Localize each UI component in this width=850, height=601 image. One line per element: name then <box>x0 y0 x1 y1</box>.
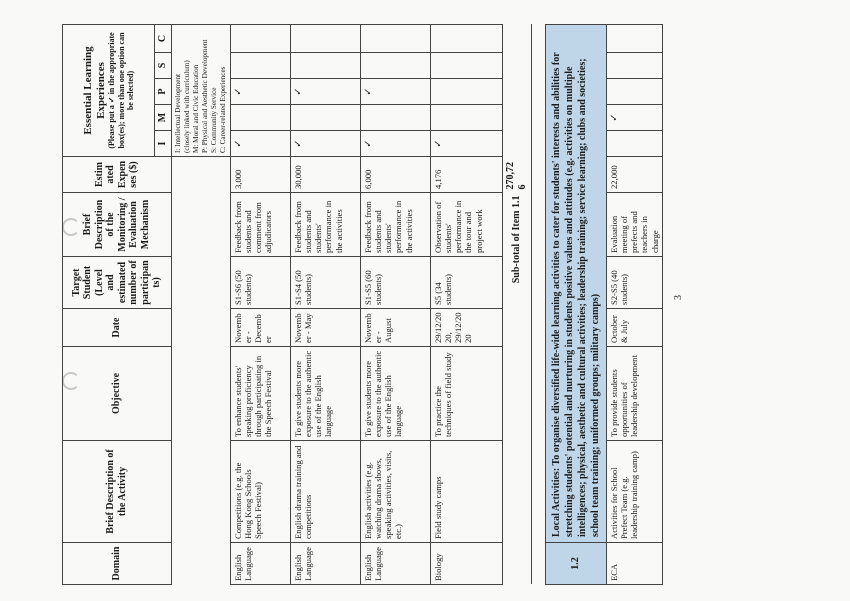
subtotal-row <box>502 25 531 585</box>
cell-evaluation: Feedback from students and students' performance in the activities <box>360 193 430 257</box>
section-number: 1.2 <box>545 543 606 585</box>
cell-objective: To practice the techniques of field study <box>430 347 502 441</box>
code-c: C <box>155 25 172 53</box>
cell-expenses: 30,000 <box>290 157 360 193</box>
tick-m <box>290 105 360 131</box>
code-p: P <box>155 79 172 105</box>
legend-line: S: Community Service <box>209 87 218 153</box>
cell-activity: English activities (e.g. watching drama shows, speaking activities, visits, etc.) <box>360 441 430 543</box>
cell-date: October & July <box>606 309 663 347</box>
header-date: Date <box>63 309 172 347</box>
cell-domain: ECA <box>606 543 663 585</box>
tick-c <box>290 25 360 53</box>
cell-target: S2-S5 (40 students) <box>606 257 663 309</box>
subtotal-label: Sub-total of Item 1.1 <box>510 195 522 284</box>
subtotal-spacer <box>502 25 531 157</box>
cell-objective: To provide students opportunities of leadership development <box>606 347 663 441</box>
header-activity: Brief Description of the Activity <box>63 441 172 543</box>
cell-date: November - December <box>230 309 290 347</box>
cell-target: S1-S4 (50 students) <box>290 257 360 309</box>
tick-c <box>606 25 663 53</box>
cell-target: S1-S6 (50 students) <box>230 257 290 309</box>
cell-domain: English Language <box>360 543 430 585</box>
subtotal-value: 270,726 <box>504 162 528 190</box>
tick-i: ✓ <box>230 131 290 157</box>
cell-target: S5 (34 students) <box>430 257 502 309</box>
tick-p <box>606 79 663 105</box>
cell-date: 29/12/2020, 29/12/2020 <box>430 309 502 347</box>
cell-domain: Biology <box>430 543 502 585</box>
cell-target: S1-S5 (60 students) <box>360 257 430 309</box>
legend-line: C: Career-related Experiences <box>218 66 227 153</box>
tick-p: ✓ <box>360 79 430 105</box>
cell-expenses: 3,000 <box>230 157 290 193</box>
header-target: Target Student (Level and estimated number of participants) <box>63 257 172 309</box>
tick-p: ✓ <box>230 79 290 105</box>
tick-i: ✓ <box>360 131 430 157</box>
legend-spacer <box>171 157 230 585</box>
cell-evaluation: Observation of students' performance in the tour and project work <box>430 193 502 257</box>
cell-evaluation: Feedback from students and students' performance in the activities <box>290 193 360 257</box>
activity-table <box>62 24 663 585</box>
cell-evaluation: Evaluation meeting of prefects and teachers in charge <box>606 193 663 257</box>
cell-date: November - August <box>360 309 430 347</box>
header-essential <box>63 25 155 157</box>
cell-activity: Activities for School Prefect Team (e.g. leadership training camp) <box>606 441 663 543</box>
table-row <box>606 25 663 585</box>
tick-i: ✓ <box>290 131 360 157</box>
cell-expenses: 22,000 <box>606 157 663 193</box>
tick-m: ✓ <box>606 105 663 131</box>
cell-domain: English Language <box>230 543 290 585</box>
tick-m <box>360 105 430 131</box>
spacer-cell <box>531 25 545 585</box>
cell-activity: English drama training and competitions <box>290 441 360 543</box>
tick-c <box>230 25 290 53</box>
header-evaluation: Brief Description of the Monitoring / Evaluation Mechanism <box>63 193 172 257</box>
header-domain: Domain <box>63 543 172 585</box>
header-expenses: Estimated Expenses ($) <box>63 157 172 193</box>
tick-i <box>606 131 663 157</box>
header-objective: Objective <box>63 347 172 441</box>
legend-row <box>171 25 230 585</box>
cell-date: November - May <box>290 309 360 347</box>
cell-domain: English Language <box>290 543 360 585</box>
tick-p <box>430 79 502 105</box>
cell-activity: Competitions (e.g. the Hong Kong Schools Speech Festival) <box>230 441 290 543</box>
tick-s <box>430 53 502 79</box>
section-description: Local Activities: To organise diversified life-wide learning activities to cater for students' interests and abilities for stretching students' potential and nurturing in students positive values and attitudes (e.g. activities on multiple intelligences; physical, aesthetic and cultural activities; leadership training; service learning; clubs and societies; school team training; uniformed groups; military camps) <box>545 25 606 543</box>
tick-p: ✓ <box>290 79 360 105</box>
legend-line: I: Intellectual Development <box>173 73 182 153</box>
page-number: 3 <box>673 295 684 300</box>
tick-s <box>360 53 430 79</box>
table-row <box>360 25 430 585</box>
table-row <box>230 25 290 585</box>
code-i: I <box>155 131 172 157</box>
cell-objective: To give students more exposure to the authentic use of the English language <box>360 347 430 441</box>
cell-expenses: 4,176 <box>430 157 502 193</box>
cell-objective: To give students more exposure to the authentic use of the English language <box>290 347 360 441</box>
legend-cell <box>171 25 230 157</box>
essential-note: (Please put a ✓ in the appropriate box(es); more than one option can be selected) <box>107 32 135 149</box>
tick-i: ✓ <box>430 131 502 157</box>
spacer-row <box>531 25 545 585</box>
tick-c <box>360 25 430 53</box>
tick-s <box>606 53 663 79</box>
legend-line: M: Moral and Civic Education <box>191 64 200 153</box>
table-row <box>430 25 502 585</box>
cell-objective: To enhance students' speaking proficiency through participating in the Speech Festival <box>230 347 290 441</box>
essential-title: Essential Learning Experiences <box>82 46 107 135</box>
legend-line: P: Physical and Aesthetic Development <box>200 39 209 153</box>
table-row <box>290 25 360 585</box>
table-header-row <box>63 25 155 585</box>
tick-s <box>230 53 290 79</box>
tick-m <box>230 105 290 131</box>
legend-line: (closely linked with curriculum) <box>182 60 191 153</box>
tick-m <box>430 105 502 131</box>
cell-activity: Field study camps <box>430 441 502 543</box>
section-header-row <box>545 25 606 585</box>
code-m: M <box>155 105 172 131</box>
tick-c <box>430 25 502 53</box>
code-s: S <box>155 53 172 79</box>
cell-evaluation: Feedback from students and comment from adjudicators <box>230 193 290 257</box>
tick-s <box>290 53 360 79</box>
cell-expenses: 6,000 <box>360 157 430 193</box>
